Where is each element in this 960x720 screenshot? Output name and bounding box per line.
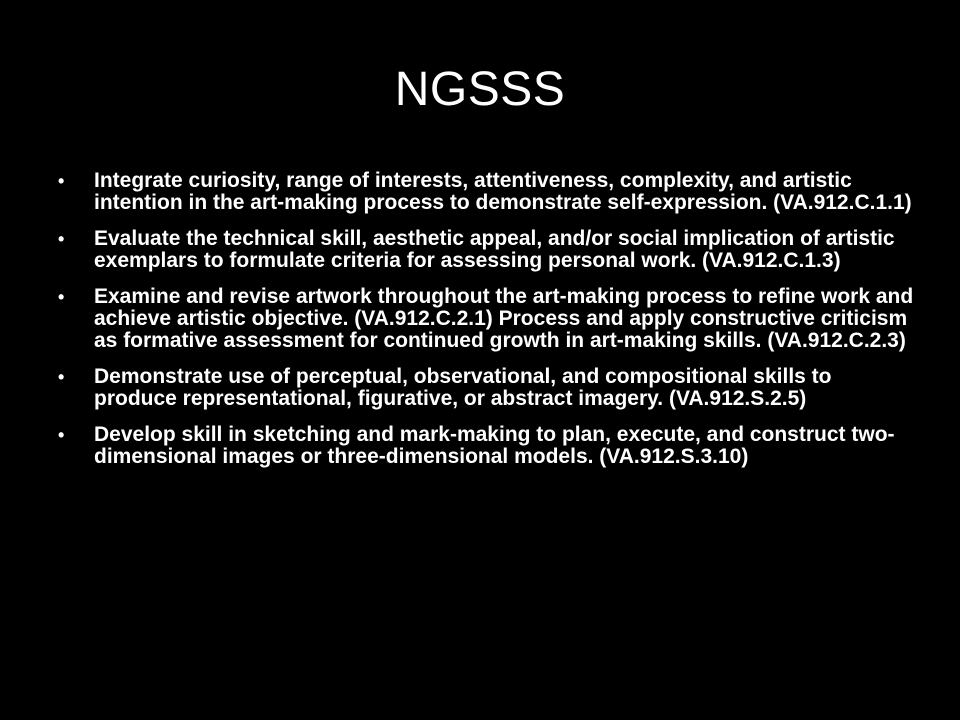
bullet-icon: • — [58, 425, 65, 445]
bullet-text: Examine and revise artwork throughout the art-making process to refine work and achieve artistic objective. (VA.912.C.2.1) Process and apply constructive criticism as formative assessment for continued growth in art-making skills. (VA.912.C.2.3) — [94, 285, 914, 352]
bullet-item — [54, 366, 914, 410]
bullet-text: Develop skill in sketching and mark-making to plan, execute, and construct two-dimensional images or three-dimensional models. (VA.912.S.3.10) — [94, 423, 895, 468]
bullet-icon: • — [58, 171, 65, 191]
bullet-icon: • — [58, 287, 65, 307]
bullet-text: Demonstrate use of perceptual, observational, and compositional skills to produce representational, figurative, or abstract imagery. (VA.912.S.2.5) — [94, 365, 832, 410]
bullet-item — [54, 228, 914, 272]
bullet-item — [54, 424, 914, 468]
bullet-icon: • — [58, 367, 65, 387]
bullet-list — [54, 170, 914, 482]
bullet-text: Integrate curiosity, range of interests, attentiveness, complexity, and artistic intention in the art-making process to demonstrate self-expression. (VA.912.C.1.1) — [94, 169, 912, 214]
bullet-text: Evaluate the technical skill, aesthetic appeal, and/or social implication of artistic exemplars to formulate criteria for assessing personal work. (VA.912.C.1.3) — [94, 227, 895, 272]
bullet-item — [54, 170, 914, 214]
bullet-icon: • — [58, 229, 65, 249]
bullet-item — [54, 286, 914, 352]
slide-title: NGSSS — [394, 63, 566, 116]
